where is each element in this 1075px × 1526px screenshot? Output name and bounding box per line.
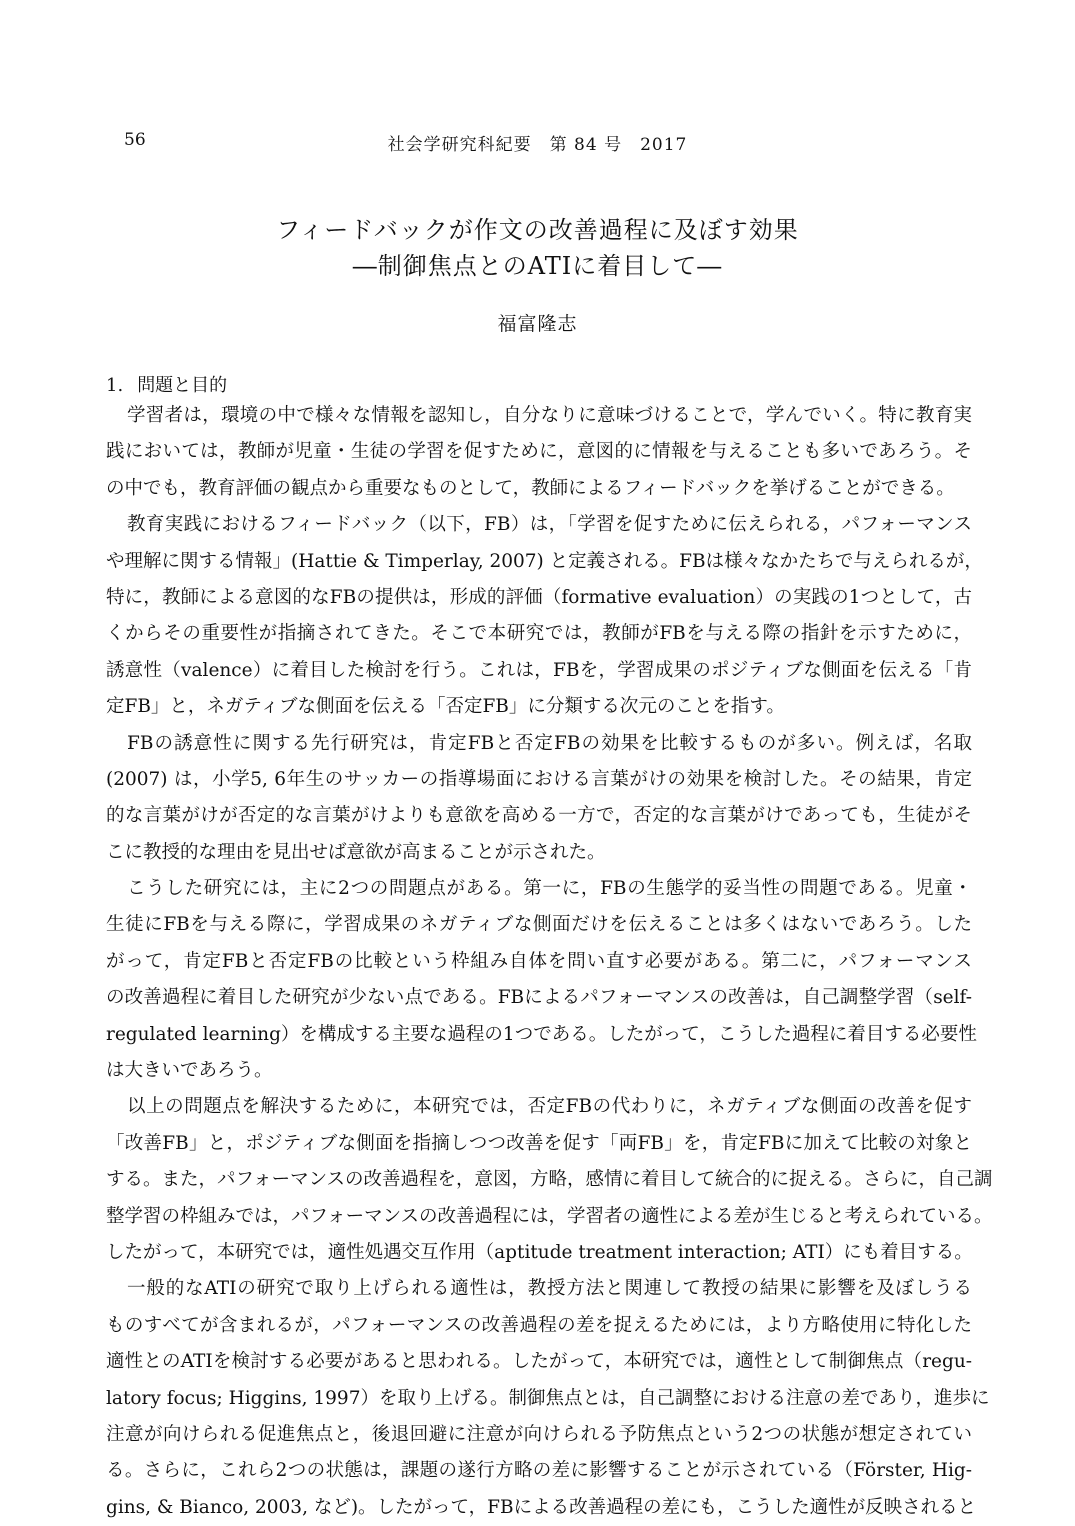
paragraph bbox=[106, 871, 977, 1089]
text-line: の中でも，教育評価の観点から重要なものとして，教師によるフィードバックを挙げることができる。 bbox=[106, 477, 955, 499]
text-line: 生徒にFBを与える際に，学習成果のネガティブな側面だけを伝えることは多くはないであろう。した bbox=[106, 914, 972, 936]
page-number: 56 bbox=[124, 130, 146, 150]
text-line: 学習者は，環境の中で様々な情報を認知し，自分なりに意味づけることで，学んでいく。特に教育実 bbox=[127, 405, 972, 426]
body-text bbox=[106, 398, 993, 1526]
text-line: 「改善FB」と，ポジティブな側面を指摘しつつ改善を促す「両FB」を，肯定FBに加えて比較の対象と bbox=[106, 1132, 972, 1154]
text-line: 整学習の枠組みでは，パフォーマンスの改善過程には，学習者の適性による差が生じると考えられている。 bbox=[106, 1205, 993, 1227]
paper-title: フィードバックが作文の改善過程に及ぼす効果 bbox=[276, 216, 799, 244]
text-line: 定FB」と，ネガティブな側面を伝える「否定FB」に分類する次元のことを指す。 bbox=[106, 696, 785, 718]
text-line: 特に，教師による意図的なFBの提供は，形成的評価（formative evaluation）の実践の1つとして，古 bbox=[106, 586, 972, 608]
text-line: latory focus; Higgins, 1997）を取り上げる。制御焦点とは，自己調整における注意の差であり，進歩に bbox=[106, 1387, 990, 1409]
text-line: こうした研究には，主に2つの問題点がある。第一に，FBの生態学的妥当性の問題である。児童・ bbox=[127, 878, 972, 900]
text-line: がって，肯定FBと否定FBの比較という枠組み自体を問い直す必要がある。第二に，パフォーマンス bbox=[106, 950, 972, 972]
text-line: は大きいであろう。 bbox=[106, 1060, 273, 1082]
text-line: る。さらに，これら2つの状態は，課題の遂行方略の差に影響することが示されている（Förster, Hig- bbox=[106, 1460, 972, 1482]
text-line: 的な言葉がけが否定的な言葉がけよりも意欲を高める一方で，否定的な言葉がけであっても，生徒がそ bbox=[106, 805, 972, 827]
paragraph bbox=[106, 726, 972, 872]
section-title: 問題と目的 bbox=[137, 375, 228, 396]
text-line: 適性とのATIを検討する必要があると思われる。したがって，本研究では，適性として制御焦点（regu- bbox=[106, 1351, 972, 1373]
text-line: 誘意性（valence）に着目した検討を行う。これは，FBを，学習成果のポジティブな側面を伝える「肯 bbox=[106, 659, 972, 681]
paragraph bbox=[106, 507, 983, 725]
text-line: (2007) は，小学5, 6年生のサッカーの指導場面における言葉がけの効果を検討した。その結果，肯定 bbox=[106, 768, 972, 790]
text-line: 教育実践におけるフィードバック（以下，FB）は，「学習を促すために伝えられる，パフォーマンス bbox=[127, 514, 972, 536]
text-line: や理解に関する情報」(Hattie & Timperlay, 2007) と定義される。FBは様々なかたちで与えられるが， bbox=[106, 550, 983, 572]
paragraph bbox=[106, 398, 972, 507]
text-line: FBの誘意性に関する先行研究は，肯定FBと否定FBの効果を比較するものが多い。例えば，名取 bbox=[127, 732, 972, 754]
text-line: する。また，パフォーマンスの改善過程を，意図，方略，感情に着目して統合的に捉える。さらに，自己調 bbox=[106, 1169, 993, 1191]
running-header-journal: 社会学研究科紀要 第 84 号 2017 bbox=[387, 135, 688, 155]
text-line: ものすべてが含まれるが，パフォーマンスの改善過程の差を捉えるためには，より方略使用に特化した bbox=[106, 1314, 972, 1336]
text-line: したがって，本研究では，適性処遇交互作用（aptitude treatment interaction; ATI）にも着目する。 bbox=[106, 1241, 973, 1263]
text-line: regulated learning）を構成する主要な過程の1つである。したがって，こうした過程に着目する必要性 bbox=[106, 1023, 977, 1045]
paragraph bbox=[106, 1271, 990, 1526]
section-number: 1. bbox=[106, 375, 124, 396]
text-line: の改善過程に着目した研究が少ない点である。FBによるパフォーマンスの改善は，自己調整学習（self- bbox=[106, 987, 972, 1009]
text-line: 一般的なATIの研究で取り上げられる適性は，教授方法と関連して教授の結果に影響を及ぼしうる bbox=[127, 1278, 972, 1300]
section-heading bbox=[106, 371, 227, 397]
text-line: こに教授的な理由を見出せば意欲が高まることが示された。 bbox=[106, 841, 606, 863]
paragraph bbox=[106, 1089, 993, 1271]
paper-subtitle: ―制御焦点とのATIに着目して― bbox=[352, 252, 723, 280]
text-line: gins, & Bianco, 2003, など)。したがって，FBによる改善過程の差にも，こうした適性が反映されると bbox=[106, 1496, 977, 1518]
text-line: 以上の問題点を解決するために，本研究では，否定FBの代わりに，ネガティブな側面の改善を促す bbox=[127, 1096, 972, 1118]
text-line: 注意が向けられる促進焦点と，後退回避に注意が向けられる予防焦点という2つの状態が想定されてい bbox=[106, 1423, 972, 1445]
author-name: 福富隆志 bbox=[497, 313, 578, 335]
text-line: くからその重要性が指摘されてきた。そこで本研究では，教師がFBを与える際の指針を示すために， bbox=[106, 623, 972, 645]
text-line: 践においては，教師が児童・生徒の学習を促すために，意図的に情報を与えることも多いであろう。そ bbox=[106, 441, 972, 463]
